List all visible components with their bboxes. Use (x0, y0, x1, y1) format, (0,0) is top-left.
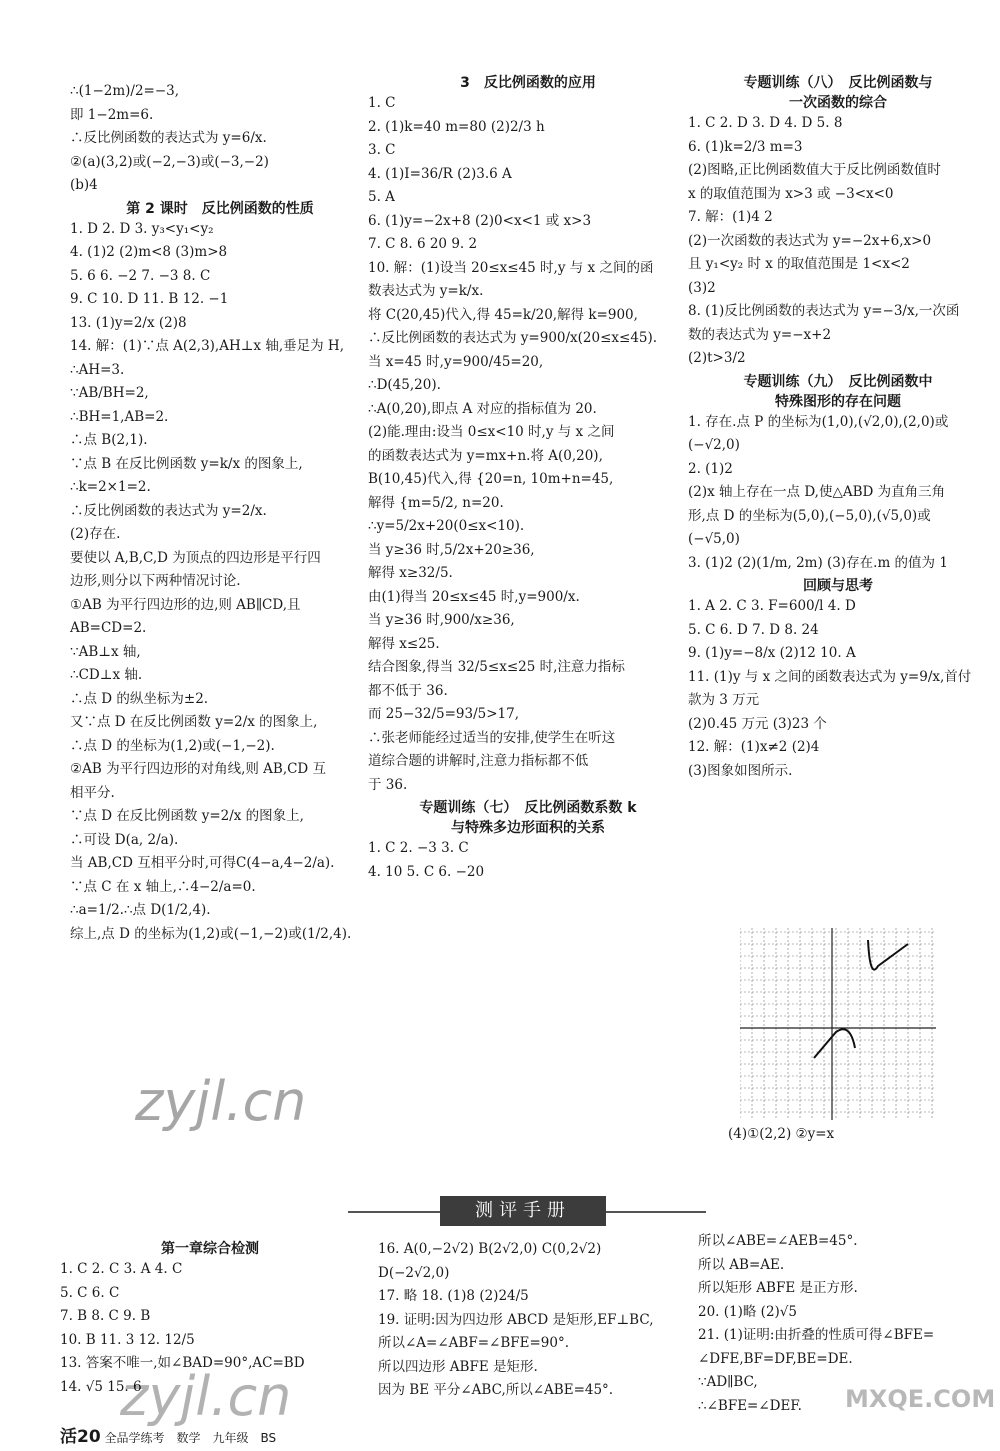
answer-line: 13. 答案不唯一,如∠BAD=90°,AC=BD (60, 1355, 305, 1371)
answer-line: 21. (1)证明:由折叠的性质可得∠BFE= (698, 1327, 935, 1343)
answer-line: ∴A(0,20),即点 A 对应的指标值为 20. (368, 400, 597, 417)
section-heading: 一次函数的综合 (789, 95, 887, 111)
answer-line: ∴点 D 的纵坐标为±2. (70, 690, 209, 707)
answer-line: ∴点 B(2,1). (70, 432, 148, 448)
answer-line: 于 36. (368, 776, 408, 793)
answer-line: 1. C 2. D 3. D 4. D 5. 8 (688, 115, 843, 131)
answer-line: 1. 存在.点 P 的坐标为(1,0),(√2,0),(2,0)或 (688, 413, 949, 430)
answer-line: ∴k=2×1=2. (70, 479, 151, 495)
answer-line: 的函数表达式为 y=mx+n.将 A(0,20), (368, 447, 603, 464)
answer-line: ∴BH=1,AB=2. (70, 408, 169, 425)
answer-line: 13. (1)y=2/x (2)8 (70, 314, 187, 331)
answer-line: (2)存在. (70, 526, 121, 542)
bottom-column-middle (378, 1238, 698, 1403)
section-heading: 回顾与思考 (803, 578, 873, 594)
page-number: 活20 (60, 1427, 101, 1447)
answer-line: ∵点 D 在反比例函数 y=2/x 的图象上, (70, 808, 304, 824)
answer-line: AB=CD=2. (70, 620, 147, 636)
footer-text: 全品学练考 数学 九年级 BS (104, 1431, 277, 1445)
answer-line: 数的表达式为 y=−x+2 (688, 326, 832, 343)
watermark: zyjl.cn (135, 1070, 307, 1133)
answer-line: ∴(1−2m)/2=−3, (70, 83, 180, 99)
answer-line: 19. 证明:因为四边形 ABCD 是矩形,EF⊥BC, (378, 1311, 654, 1328)
answer-line: 5. A (368, 189, 395, 205)
answer-line: 结合图象,得当 32/5≤x≤25 时,注意力指标 (368, 659, 625, 675)
column-middle (368, 72, 688, 884)
answer-line: 所以∠A=∠ABF=∠BFE=90°. (378, 1335, 570, 1351)
answer-line: (−√2,0) (688, 437, 740, 453)
answer-line: 1. C 2. C 3. A 4. C (60, 1261, 183, 1277)
answer-line: ∵点 B 在反比例函数 y=k/x 的图象上, (70, 455, 303, 472)
answer-line: (b)4 (70, 177, 98, 193)
answer-line: ∴CD⊥x 轴. (70, 667, 143, 683)
answer-line: (2)一次函数的表达式为 y=−2x+6,x>0 (688, 232, 932, 249)
answer-line: B(10,45)代入,得 {20=n, 10m+n=45, (368, 471, 614, 487)
section-heading: 第一章综合检测 (161, 1241, 259, 1257)
answer-line: 款为 3 万元 (688, 692, 760, 708)
answer-line: 6. (1)y=−2x+8 (2)0<x<1 或 x>3 (368, 212, 592, 229)
answer-line: 所以 AB=AE. (698, 1256, 785, 1273)
answer-line: 7. 解：(1)4 2 (688, 209, 773, 225)
answer-line: 1. C 2. −3 3. C (368, 840, 469, 856)
watermark: MXQE.COM (845, 1385, 996, 1413)
section-heading: 3 反比例函数的应用 (460, 75, 596, 91)
answer-line: ∴AH=3. (70, 361, 125, 378)
answer-line: 1. A 2. C 3. F=600/l 4. D (688, 598, 856, 614)
column-right (688, 72, 988, 783)
section-heading: 第 2 课时 反比例函数的性质 (126, 200, 314, 217)
answer-line: 又∵点 D 在反比例函数 y=2/x 的图象上, (70, 714, 318, 730)
answer-line: 5. C 6. D 7. D 8. 24 (688, 621, 819, 638)
answer-line: ∴点 D 的坐标为(1,2)或(−1,−2). (70, 737, 275, 754)
answer-line: ∵点 C 在 x 轴上,∴4−2/a=0. (70, 878, 256, 895)
divider-left (348, 1211, 440, 1213)
curve-upper (868, 940, 908, 970)
answer-line: 当 y≥36 时,900/x≥36, (368, 612, 515, 628)
answer-line: 所以矩形 ABFE 是正方形. (698, 1280, 858, 1296)
answer-line: ∴张老师能经过适当的安排,使学生在听这 (368, 729, 616, 746)
section-banner: 测评手册 (440, 1196, 606, 1226)
answer-line: (2)图略,正比例函数值大于反比例函数值时 (688, 162, 941, 178)
answer-line: 即 1−2m=6. (70, 106, 154, 123)
answer-line: 9. (1)y=−8/x (2)12 10. A (688, 645, 856, 661)
answer-line: ∵AB⊥x 轴, (70, 643, 141, 660)
answer-line: 10. B 11. 3 12. 12/5 (60, 1331, 195, 1348)
section-heading: 专题训练（九） 反比例函数中 (743, 373, 933, 390)
answer-line: 14. √5 15. 6 (60, 1378, 142, 1395)
answer-line: (2)t>3/2 (688, 350, 746, 366)
answer-line: x 的取值范围为 x>3 或 −3<x<0 (688, 185, 894, 202)
watermark: zyjl.cn (120, 1365, 292, 1428)
graph-grid (740, 928, 936, 1120)
answer-line: 且 y₁<y₂ 时 x 的取值范围是 1<x<2 (688, 256, 910, 272)
answer-line: 5. C 6. C (60, 1284, 120, 1301)
answer-line: 4. (1)I=36/R (2)3.6 A (368, 165, 512, 182)
answer-line: ∴a=1/2.∴点 D(1/2,4). (70, 902, 211, 918)
answer-line: ∴可设 D(a, 2/a). (70, 831, 179, 848)
answer-line: (2)能.理由:设当 0≤x<10 时,y 与 x 之间 (368, 424, 615, 440)
answer-line: 9. C 10. D 11. B 12. −1 (70, 291, 229, 307)
answer-line: ∴D(45,20). (368, 377, 441, 393)
section-heading: 特殊图形的存在问题 (775, 393, 901, 410)
answer-line: ∴反比例函数的表达式为 y=6/x. (70, 130, 267, 146)
answer-line: (−√5,0) (688, 531, 740, 547)
answer-line: 解得 {m=5/2, n=20. (368, 494, 504, 511)
answer-line: 边形,则分以下两种情况讨论. (70, 573, 241, 589)
answer-line: (3)2 (688, 279, 716, 296)
answer-line: 所以∠ABE=∠AEB=45°. (698, 1233, 858, 1249)
answer-line: 20. (1)略 (2)√5 (698, 1303, 797, 1320)
column-left (70, 80, 370, 946)
answer-line: 17. 略 18. (1)8 (2)24/5 (378, 1288, 529, 1304)
answer-line: 数表达式为 y=k/x. (368, 283, 484, 299)
answer-line: 当 AB,CD 互相平分时,可得C(4−a,4−2/a). (70, 855, 335, 871)
answer-line: 3. C (368, 142, 396, 158)
answer-line: 1. C (368, 95, 396, 111)
answer-line: 8. (1)反比例函数的表达式为 y=−3/x,一次函 (688, 303, 960, 319)
answer-line: ∵AD∥BC, (698, 1374, 758, 1390)
answer-line: ∴y=5/2x+20(0≤x<10). (368, 518, 525, 534)
answer-line: ∴∠BFE=∠DEF. (698, 1397, 802, 1414)
answer-line: ②AB 为平行四边形的对角线,则 AB,CD 互 (70, 761, 327, 777)
answer-line: ②(a)(3,2)或(−2,−3)或(−3,−2) (70, 153, 269, 170)
answer-line: 12. 解：(1)x≠2 (2)4 (688, 739, 820, 755)
answer-line: 解得 x≥32/5. (368, 565, 453, 581)
answer-line: (2)0.45 万元 (3)23 个 (688, 715, 827, 732)
graph-answer: (4)①(2,2) ②y=x (728, 1126, 835, 1142)
answer-line: 2. (1)k=40 m=80 (2)2/3 h (368, 118, 545, 135)
answer-line: 形,点 D 的坐标为(5,0),(−5,0),(√5,0)或 (688, 507, 931, 524)
answer-line: 要使以 A,B,C,D 为顶点的四边形是平行四 (70, 549, 321, 566)
answer-line: 相平分. (70, 784, 115, 801)
answer-line: 因为 BE 平分∠ABC,所以∠ABE=45°. (378, 1382, 614, 1398)
answer-line: 7. C 8. 6 20 9. 2 (368, 236, 478, 252)
answer-line: ∵AB/BH=2, (70, 385, 149, 401)
answer-line: 10. 解：(1)设当 20≤x≤45 时,y 与 x 之间的函 (368, 259, 654, 276)
answer-line: 解得 x≤25. (368, 635, 440, 652)
answer-line: (2)x 轴上存在一点 D,使△ABD 为直角三角 (688, 484, 946, 500)
curve-lower (814, 1029, 855, 1058)
answer-line: 1. D 2. D 3. y₃<y₁<y₂ (70, 220, 214, 237)
answer-line: 将 C(20,45)代入,得 45=k/20,解得 k=900, (368, 306, 638, 323)
answer-line: 都不低于 36. (368, 682, 448, 699)
answer-line: 3. (1)2 (2)(1/m, 2m) (3)存在.m 的值为 1 (688, 554, 948, 571)
section-heading: 专题训练（七） 反比例函数系数 k (419, 800, 637, 816)
answer-line: 2. (1)2 (688, 460, 733, 477)
answer-line: 16. A(0,−2√2) B(2√2,0) C(0,2√2) (378, 1241, 602, 1257)
answer-line: 当 y≥36 时,5/2x+20≥36, (368, 541, 535, 558)
answer-line: 11. (1)y 与 x 之间的函数表达式为 y=9/x,首付 (688, 668, 972, 685)
answer-line: (3)图象如图所示. (688, 762, 793, 779)
answer-line: D(−2√2,0) (378, 1264, 450, 1281)
answer-line: 道综合题的讲解时,注意力指标都不低 (368, 753, 589, 769)
answer-line: 4. 10 5. C 6. −20 (368, 863, 485, 880)
answer-line: 而 25−32/5=93/5>17, (368, 706, 520, 722)
answer-line: 6. (1)k=2/3 m=3 (688, 138, 803, 155)
answer-line: ∠DFE,BF=DF,BE=DE. (698, 1350, 853, 1367)
answer-line: 综上,点 D 的坐标为(1,2)或(−1,−2)或(1/2,4). (70, 925, 352, 942)
answer-line: ∴反比例函数的表达式为 y=900/x(20≤x≤45). (368, 330, 658, 346)
answer-line: ①AB 为平行四边形的边,则 AB∥CD,且 (70, 596, 301, 613)
answer-line: 14. 解：(1)∵点 A(2,3),AH⊥x 轴,垂足为 H, (70, 338, 344, 354)
answer-line: 5. 6 6. −2 7. −3 8. C (70, 267, 211, 284)
section-heading: 专题训练（八） 反比例函数与 (743, 75, 933, 91)
answer-line: 所以四边形 ABFE 是矩形. (378, 1358, 538, 1375)
section-heading: 与特殊多边形面积的关系 (451, 820, 605, 836)
answer-line: 当 x=45 时,y=900/45=20, (368, 353, 544, 370)
answer-line: 4. (1)2 (2)m<8 (3)m>8 (70, 244, 228, 260)
answer-line: 由(1)得当 20≤x≤45 时,y=900/x. (368, 588, 580, 605)
answer-line: 7. B 8. C 9. B (60, 1308, 151, 1324)
function-graph (740, 928, 936, 1120)
divider-right (606, 1211, 706, 1213)
answer-line: ∴反比例函数的表达式为 y=2/x. (70, 502, 267, 519)
